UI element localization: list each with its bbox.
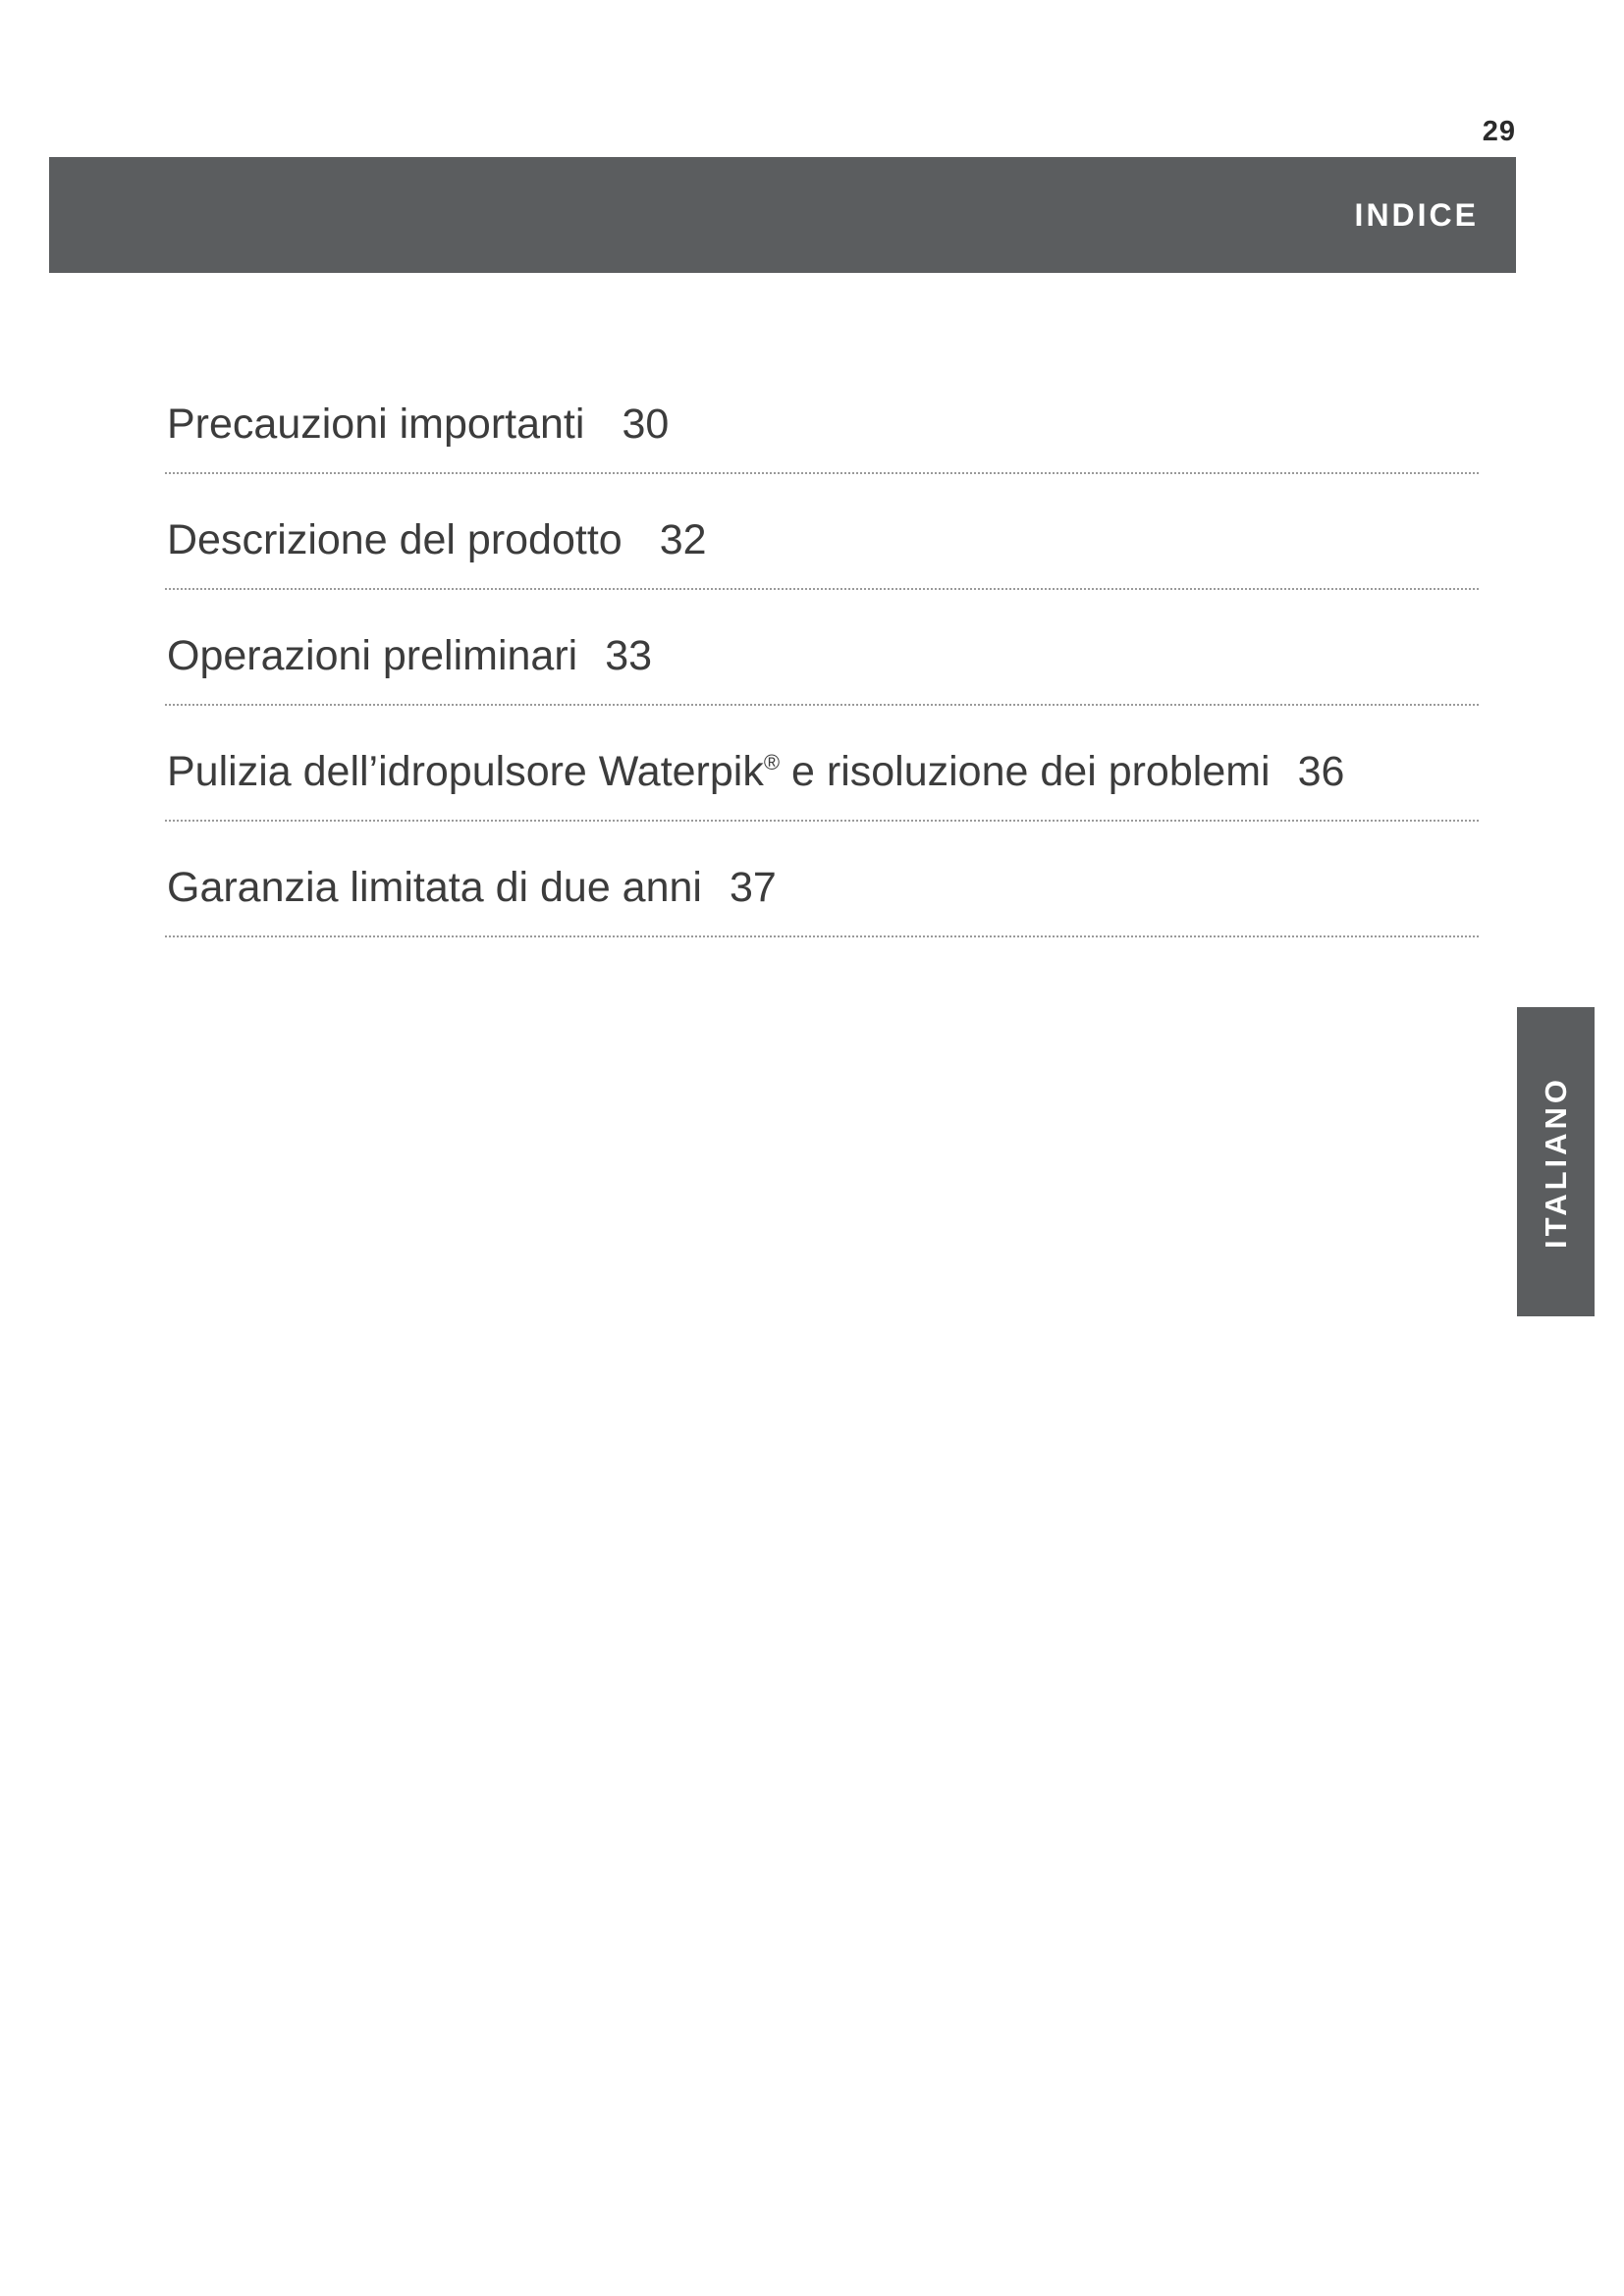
language-tab-label: ITALIANO: [1538, 1075, 1573, 1249]
toc-entry-title-continued: e risoluzione dei problemi: [780, 748, 1271, 795]
table-of-contents: [165, 358, 1479, 937]
toc-entry-page: 30: [622, 400, 670, 448]
toc-entry-title: Garanzia limitata di due anni: [167, 864, 702, 911]
section-header: [49, 157, 1516, 273]
toc-entry-title: Descrizione del prodotto: [167, 516, 623, 563]
toc-entry-page: 37: [729, 864, 777, 911]
toc-entry[interactable]: [165, 706, 1479, 822]
registered-trademark-symbol: ®: [763, 750, 781, 774]
toc-entry[interactable]: [165, 822, 1479, 937]
page-number: 29: [1482, 116, 1516, 147]
section-title: INDICE: [1354, 197, 1479, 233]
toc-entry-page: 33: [605, 632, 653, 679]
toc-entry-title: Precauzioni importanti: [167, 400, 585, 448]
toc-entry-page: 36: [1297, 748, 1345, 795]
toc-entry-title: Operazioni preliminari: [167, 632, 578, 679]
toc-entry-title: Pulizia dell’idropulsore Waterpik: [167, 748, 764, 795]
toc-entry-page: 32: [659, 516, 707, 563]
toc-entry[interactable]: [165, 590, 1479, 706]
toc-entry[interactable]: [165, 358, 1479, 474]
language-tab: [1517, 1007, 1595, 1316]
toc-entry[interactable]: [165, 474, 1479, 590]
